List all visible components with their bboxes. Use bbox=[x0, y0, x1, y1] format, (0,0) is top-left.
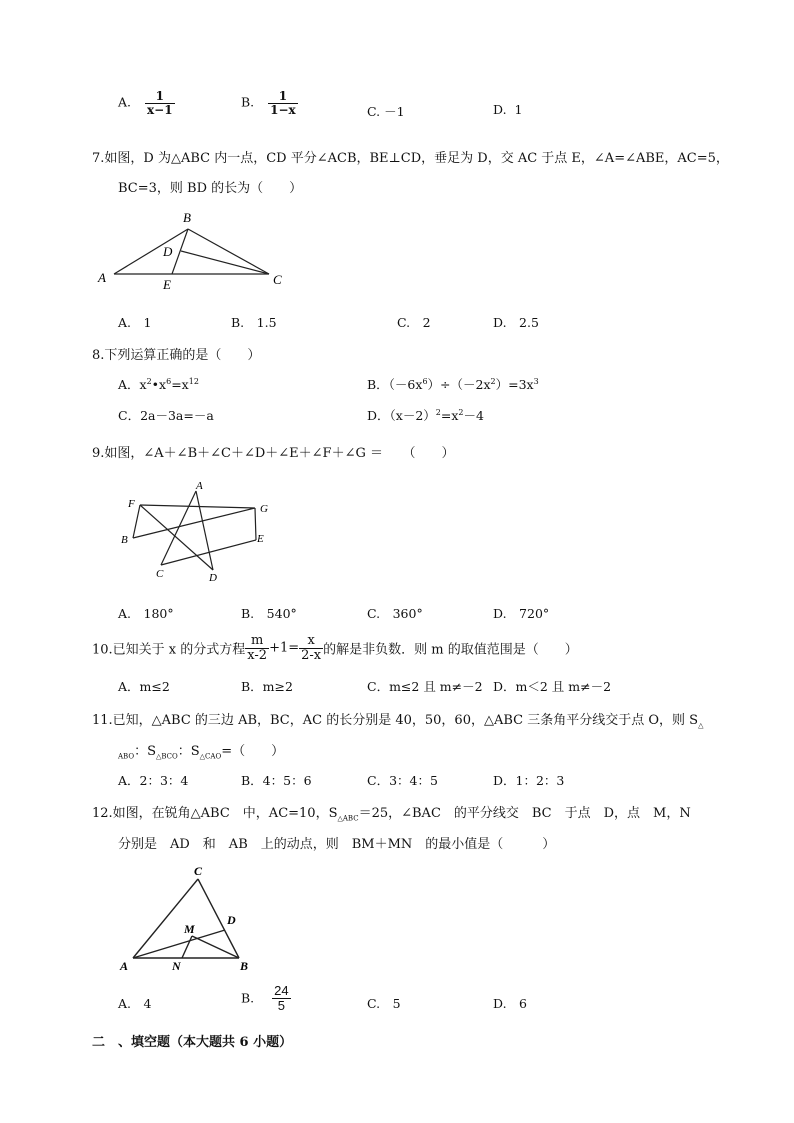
option-letter: D. bbox=[493, 102, 507, 117]
label-e: E bbox=[163, 277, 171, 292]
subscript: △CAO bbox=[199, 752, 222, 761]
q7-stem-line1: 7.如图，D 为△ABC 内一点，CD 平分∠ACB，BE⊥CD，垂足为 D，交 AC 于点 E，∠A=∠ABE，AC=5， bbox=[92, 151, 729, 166]
q6-option-d bbox=[493, 102, 523, 117]
label-m: M bbox=[184, 922, 195, 936]
exponent: 2 bbox=[458, 407, 464, 417]
segment-be bbox=[172, 229, 188, 274]
segment-ad bbox=[133, 930, 225, 958]
segment-cd bbox=[181, 251, 269, 274]
q11-option-a: A．2：3：4 bbox=[118, 773, 189, 788]
label-c: C bbox=[194, 864, 203, 878]
exponent: 6 bbox=[166, 376, 172, 386]
q9-stem: 9.如图，∠A＋∠B＋∠C＋∠D＋∠E＋∠F＋∠G ＝ （ ） bbox=[92, 446, 455, 461]
q10-stem bbox=[92, 634, 578, 662]
fraction-numerator: 24 bbox=[274, 983, 289, 998]
label-a: A bbox=[120, 959, 129, 973]
label-c: C bbox=[273, 272, 282, 287]
exponent: 2 bbox=[146, 376, 152, 386]
segment-bc bbox=[188, 229, 269, 274]
q7-option-b: B. 1.5 bbox=[231, 315, 277, 330]
q9-option-c: C. 360° bbox=[367, 606, 423, 621]
q7-option-d: D. 2.5 bbox=[493, 315, 539, 330]
subscript: △ bbox=[698, 721, 704, 730]
text: 10.已知关于 x 的分式方程 bbox=[92, 642, 246, 658]
text: +1= bbox=[269, 640, 300, 656]
label-n: N bbox=[172, 959, 181, 973]
fraction-numerator: 1 bbox=[278, 89, 288, 103]
text: ＝25，∠BAC 的平分线交 BC 于点 D，点 M，N bbox=[358, 806, 691, 821]
label-b: B bbox=[121, 534, 128, 546]
q7-option-a: A. 1 bbox=[118, 315, 152, 330]
q11-option-d: D．1：2：3 bbox=[493, 773, 565, 788]
subscript: ABO bbox=[118, 752, 135, 761]
label-d: D bbox=[227, 913, 236, 927]
q12-option-a: A. 4 bbox=[118, 996, 152, 1011]
segment-ab bbox=[114, 229, 188, 274]
text: 的解是非负数．则 m 的取值范围是（ ） bbox=[323, 642, 578, 658]
q11-option-c: C．3：4：5 bbox=[367, 773, 438, 788]
fraction-denominator: 5 bbox=[272, 998, 290, 1013]
q8-option-a bbox=[118, 375, 199, 393]
q12-stem-line2: 分别是 AD 和 AB 上的动点，则 BM＋MN 的最小值是（ ） bbox=[118, 837, 556, 852]
fraction-denominator: 1−x bbox=[270, 102, 296, 117]
q8-option-d bbox=[367, 406, 484, 424]
fraction bbox=[272, 984, 290, 1012]
label-e: E bbox=[257, 533, 264, 545]
fraction-denominator: x−1 bbox=[147, 102, 173, 117]
q8-option-c: C．2a－3a=－a bbox=[118, 408, 214, 423]
label-d: D bbox=[163, 244, 173, 259]
q6-option-b bbox=[241, 90, 298, 116]
q11-stem-line1 bbox=[92, 709, 703, 730]
fraction bbox=[268, 90, 298, 116]
q8-option-b bbox=[367, 375, 539, 393]
q10-option-a: A．m≤2 bbox=[118, 679, 170, 694]
q11-option-b: B．4：5：6 bbox=[241, 773, 312, 788]
q10-option-b: B．m≥2 bbox=[241, 679, 293, 694]
label-a: A bbox=[98, 270, 106, 285]
q9-option-a: A. 180° bbox=[118, 606, 174, 621]
option-text: －1 bbox=[384, 104, 405, 119]
q9-option-d: D. 720° bbox=[493, 606, 550, 621]
text: =x bbox=[171, 377, 189, 392]
q7-option-c: C. 2 bbox=[397, 315, 431, 330]
segment-mn bbox=[182, 936, 192, 958]
section-heading: 二 、填空题（本大题共 6 小题） bbox=[92, 1035, 293, 1050]
segment-ac bbox=[133, 879, 198, 958]
q8-stem: 8.下列运算正确的是（ ） bbox=[92, 348, 261, 363]
exponent: 6 bbox=[422, 376, 428, 386]
segment-bg bbox=[133, 508, 255, 538]
segment-ge bbox=[255, 508, 256, 540]
fraction bbox=[299, 634, 323, 662]
option-text: 1 bbox=[514, 102, 523, 117]
label-d: D bbox=[209, 572, 217, 584]
text: D．（x－2） bbox=[367, 408, 436, 423]
q12-option-b bbox=[241, 984, 291, 1012]
q12-option-c: C. 5 bbox=[367, 996, 401, 1011]
fraction-denominator: x-2 bbox=[247, 647, 268, 663]
segment-ad bbox=[196, 491, 213, 570]
fraction-numerator: x bbox=[307, 633, 315, 648]
label-f: F bbox=[128, 498, 135, 510]
q7-triangle-figure bbox=[94, 207, 294, 295]
text: ）=3x bbox=[495, 377, 534, 392]
q12-option-d: D. 6 bbox=[493, 996, 528, 1011]
q10-option-d: D．m＜2 且 m≠－2 bbox=[493, 679, 612, 694]
subscript: △BCO bbox=[155, 752, 178, 761]
segment-bm bbox=[192, 936, 239, 958]
segment-ce bbox=[161, 540, 256, 565]
option-letter: B. bbox=[241, 990, 255, 1006]
fraction-denominator: 2-x bbox=[301, 647, 322, 663]
exponent: 2 bbox=[490, 376, 496, 386]
text: •x bbox=[151, 377, 167, 392]
label-b: B bbox=[240, 959, 249, 973]
q10-option-c: C．m≤2 且 m≠－2 bbox=[367, 679, 483, 694]
option-letter: C. bbox=[367, 104, 381, 119]
option-letter: B. bbox=[241, 94, 255, 110]
q9-star-figure bbox=[118, 478, 278, 588]
text: ：S bbox=[177, 744, 200, 759]
text: ：S bbox=[134, 744, 156, 759]
text: －4 bbox=[463, 408, 484, 423]
q12-triangle-figure bbox=[118, 862, 268, 977]
subscript: △ABC bbox=[337, 814, 359, 823]
exponent: 2 bbox=[435, 407, 441, 417]
fraction bbox=[245, 634, 269, 662]
text: A．x bbox=[118, 377, 147, 392]
exponent: 3 bbox=[533, 376, 539, 386]
text: B．（－6x bbox=[367, 377, 423, 392]
fraction bbox=[145, 90, 175, 116]
text: ）÷（－2x bbox=[427, 377, 491, 392]
q6-option-a bbox=[118, 90, 175, 116]
segment-fd bbox=[140, 505, 213, 570]
segment-fg bbox=[140, 505, 255, 508]
label-b: B bbox=[183, 210, 191, 225]
label-c: C bbox=[156, 568, 164, 580]
label-g: G bbox=[260, 503, 268, 515]
q6-option-c bbox=[367, 102, 405, 120]
exponent: 12 bbox=[188, 376, 199, 386]
q12-stem-line1 bbox=[92, 802, 691, 823]
q9-option-b: B. 540° bbox=[241, 606, 297, 621]
fraction-numerator: 1 bbox=[155, 89, 164, 103]
label-a: A bbox=[196, 480, 203, 492]
text: =x bbox=[440, 408, 459, 423]
q7-stem-line2: BC=3，则 BD 的长为（ ） bbox=[118, 181, 303, 196]
text: =（ ） bbox=[221, 744, 285, 759]
q11-stem-line2 bbox=[118, 740, 284, 761]
text: 12.如图，在锐角△ABC 中，AC=10，S bbox=[92, 806, 338, 821]
fraction-numerator: m bbox=[251, 633, 264, 648]
text: 11.已知，△ABC 的三边 AB，BC，AC 的长分别是 40，50，60，△ABC 三条角平分线交于点 O，则 S bbox=[92, 713, 699, 728]
option-letter: A. bbox=[118, 94, 132, 110]
